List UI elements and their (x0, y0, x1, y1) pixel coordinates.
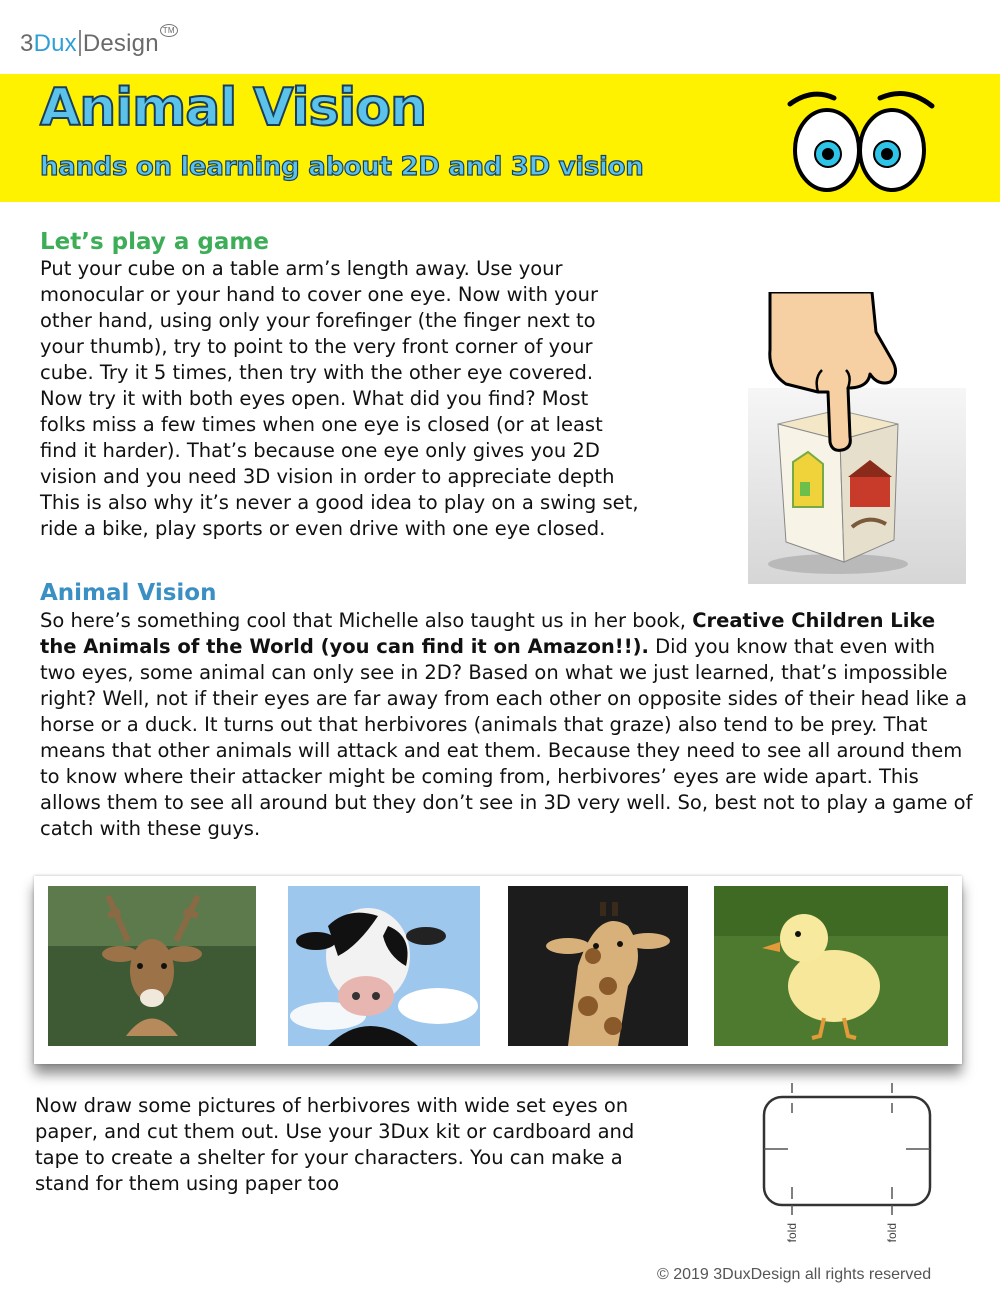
logo-design: Design (82, 30, 159, 57)
text-line: This is also why it’s never a good idea to play on a swing set, (40, 491, 639, 514)
brand-logo (20, 26, 178, 58)
text-line: Put your cube on a table arm’s length away. Use your (40, 257, 563, 280)
text-line: Now draw some pictures of herbivores with wide set eyes on (35, 1094, 629, 1117)
text-line: stand for them using paper too (35, 1172, 340, 1195)
animal-photo-strip (34, 876, 962, 1064)
text-line: cube. Try it 5 times, then try with the other eye covered. (40, 361, 594, 384)
text-line: ride a bike, play sports or even drive with one eye closed. (40, 517, 606, 540)
paragraph-text: So here’s something cool that Michelle also taught us in her book, (40, 609, 693, 632)
book-title: Creative Children Like the Animals of the World (you can find it on Amazon!!). (40, 609, 936, 658)
game-paragraph (40, 256, 720, 542)
text-line: monocular or your hand to cover one eye. Now with your (40, 283, 598, 306)
stand-outline (764, 1097, 930, 1205)
page-title: Animal Vision (40, 78, 426, 138)
text-line: vision and you need 3D vision in order to appreciate depth (40, 465, 615, 488)
cow-photo (288, 886, 480, 1046)
logo-3: 3 (20, 30, 34, 57)
fold-label-right: fold (885, 1223, 899, 1243)
text-line: Now try it with both eyes open. What did you find? Most (40, 387, 589, 410)
text-line: find it harder). That’s because one eye only gives you 2D (40, 439, 600, 462)
paragraph-text: Did you know that even with two eyes, some animal can only see in 2D? Based on what we just learned, that’s impossible right? Well, not if their eyes are far away from each other on opposite sides of their head like a horse or a duck. It turns out that herbivores (animals that graze) also tend to be prey. That means that other animals will attack and eat them. Because they need to see all around them to know where their attacker might be coming from, herbivores’ eyes are wide apart. This allows them to see all around but they don’t see in 3D very well. So, best not to play a game of catch with these guys. (40, 635, 973, 840)
text-line: folks miss a few times when one eye is closed (or at least (40, 413, 603, 436)
logo-divider (79, 30, 81, 56)
page-subtitle: hands on learning about 2D and 3D vision (40, 152, 644, 182)
trademark-mark: TM (160, 24, 178, 37)
text-line: tape to create a shelter for your characters. You can make a (35, 1146, 623, 1169)
drawing-instructions-paragraph (35, 1093, 735, 1197)
logo-dux: Dux (33, 30, 77, 57)
text-line: paper, and cut them out. Use your 3Dux kit or cardboard and (35, 1120, 635, 1143)
giraffe-photo (508, 886, 688, 1046)
duckling-photo (714, 886, 948, 1046)
section-heading-game: Let’s play a game (40, 229, 269, 255)
section-heading-animal-vision: Animal Vision (40, 580, 217, 606)
fold-label-left: fold (785, 1223, 799, 1243)
cartoon-eyes-illustration (782, 86, 942, 196)
fold-stand-diagram (752, 1083, 952, 1253)
text-line: your thumb), try to point to the very front corner of your (40, 335, 593, 358)
deer-photo (48, 886, 256, 1046)
animal-vision-paragraph (40, 608, 975, 842)
hand-pointing-cube-illustration (748, 292, 966, 584)
copyright-notice: © 2019 3DuxDesign all rights reserved (657, 1266, 932, 1283)
text-line: other hand, using only your forefinger (the finger next to (40, 309, 596, 332)
